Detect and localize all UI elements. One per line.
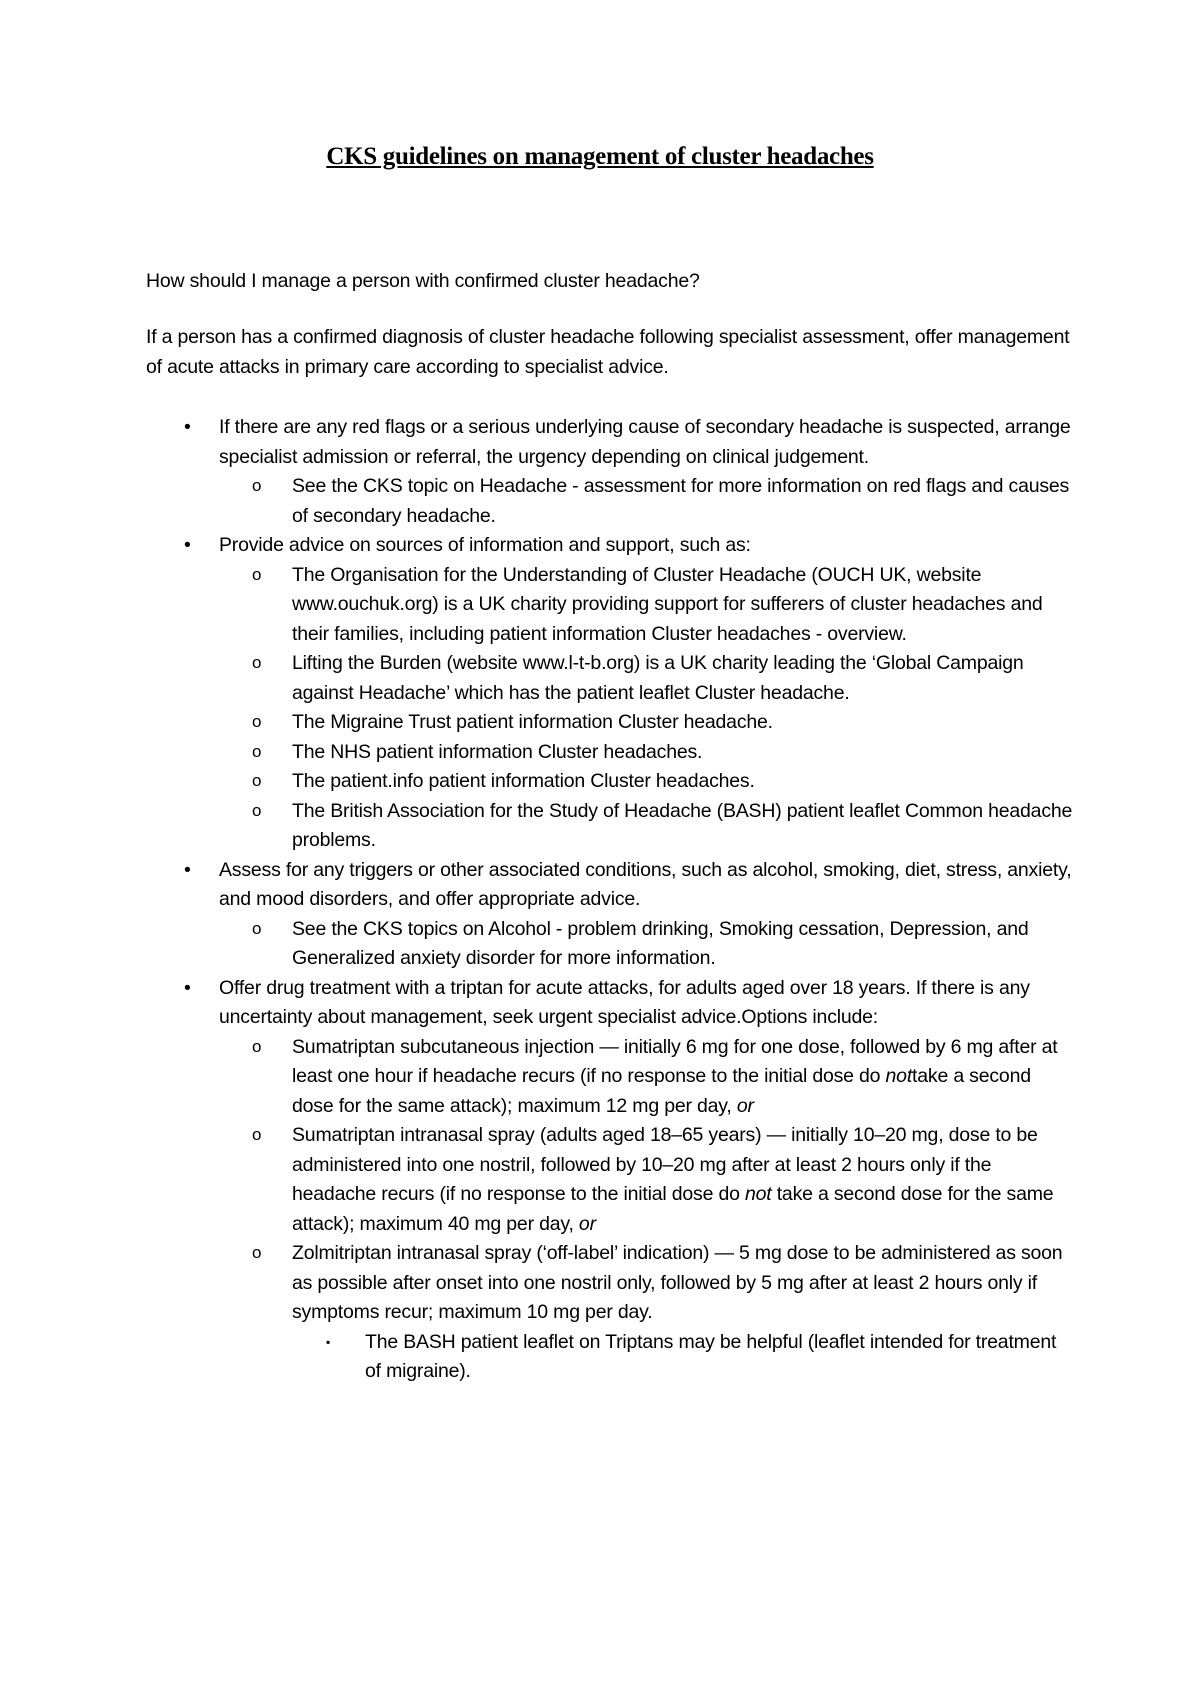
emphasis-not: not <box>744 1183 772 1205</box>
guidance-list <box>146 413 1076 1387</box>
bullet-marker: • <box>184 976 191 999</box>
sub-list-item <box>146 708 1076 738</box>
sub-list-item-text: See the CKS topic on Headache - assessment for more information on red flags and causes of secondary headache. <box>292 475 1070 527</box>
sub-bullet-marker: o <box>252 1243 262 1262</box>
list-item-text: If there are any red flags or a serious underlying cause of secondary headache is suspected, arrange specialist admission or referral, the urgency depending on clinical judgement. <box>219 416 1071 468</box>
sub-list-item-text <box>292 1036 1057 1117</box>
text-run: take a second dose for the same attack); maximum 12 mg per day, <box>292 1065 1031 1117</box>
sub-list-item <box>146 561 1076 650</box>
sub-bullet-marker: o <box>252 564 262 584</box>
bullet-marker: • <box>184 858 191 881</box>
list-item <box>146 974 1076 1387</box>
sub-list-item-text <box>292 1124 1053 1235</box>
page-title: CKS guidelines on management of cluster headaches <box>326 143 874 170</box>
sub-list-item <box>146 1121 1076 1239</box>
intro-paragraph: If a person has a confirmed diagnosis of cluster headache following specialist assessment, offer management of acute attacks in primary care according to specialist advice. <box>146 326 1070 378</box>
sub-list-item <box>146 1033 1076 1122</box>
sub-list-item <box>146 649 1076 708</box>
sub-list-item-text: Lifting the Burden (website www.l-t-b.org) is a UK charity leading the ‘Global Campaign against Headache’ which has the patient leaflet Cluster headache. <box>292 652 1024 704</box>
sub-list-item <box>146 915 1076 974</box>
emphasis-or: or <box>578 1212 596 1235</box>
sub-list-item <box>146 472 1076 531</box>
sub-sub-list-item-text: The BASH patient leaflet on Triptans may be helpful (leaflet intended for treatment of migraine). <box>365 1330 1057 1382</box>
sub-bullet-marker: o <box>252 476 262 495</box>
bullet-marker: • <box>184 534 191 556</box>
text-run: take a second dose for the same attack); maximum 40 mg per day, <box>292 1183 1054 1235</box>
list-item <box>146 413 1076 531</box>
bullet-marker: • <box>184 416 191 438</box>
sub-list-item-text: See the CKS topics on Alcohol - problem drinking, Smoking cessation, Depression, and Generalized anxiety disorder for more information. <box>292 917 1029 969</box>
sub-bullet-marker: o <box>252 1036 262 1056</box>
sub-bullet-marker: o <box>252 712 262 731</box>
sub-list-item-text: Zolmitriptan intranasal spray (‘off-label’ indication) — 5 mg dose to be administered as soon as possible after onset into one nostril only, followed by 5 mg after at least 2 hours only if symptoms recur; maximum 10 mg per day. <box>292 1242 1063 1323</box>
sub-list-item <box>146 738 1076 768</box>
sub-list-item-text: The NHS patient information Cluster headaches. <box>292 740 703 763</box>
sub-list-item <box>146 767 1076 797</box>
text-run: Sumatriptan subcutaneous injection — initially 6 mg for one dose, followed by 6 mg after at least one hour if headache recurs (if no response to the initial dose do <box>292 1035 1058 1087</box>
list-item-text: Provide advice on sources of information and support, such as: <box>219 534 751 556</box>
list-item-text: Offer drug treatment with a triptan for acute attacks, for adults aged over 18 years. If there is any uncertainty about management, seek urgent specialist advice.Options include: <box>219 976 1030 1028</box>
text-run: Sumatriptan intranasal spray (adults aged 18–65 years) — initially 10–20 mg, dose to be administered into one nostril, followed by 10–20 mg after at least 2 hours only if the headache recurs (if no response to the initial dose do <box>292 1124 1038 1205</box>
sub-list-item-text: The patient.info patient information Cluster headaches. <box>292 770 755 792</box>
sub-bullet-marker: o <box>252 918 262 938</box>
emphasis-not: not <box>885 1065 913 1087</box>
sub-bullet-marker: o <box>252 771 262 790</box>
sub-bullet-marker: o <box>252 1125 262 1144</box>
sub-sub-list-item <box>146 1328 1076 1387</box>
list-item-text: Assess for any triggers or other associated conditions, such as alcohol, smoking, diet, stress, anxiety, and mood disorders, and offer appropriate advice. <box>219 858 1072 910</box>
question-heading: How should I manage a person with confirmed cluster headache? <box>146 270 700 292</box>
sub-bullet-marker: o <box>252 741 262 761</box>
square-bullet-marker: ▪ <box>326 1334 331 1349</box>
list-item <box>146 856 1076 974</box>
emphasis-or: or <box>736 1094 754 1117</box>
sub-bullet-marker: o <box>252 800 262 820</box>
list-item <box>146 531 1076 856</box>
sub-list-item-text: The Organisation for the Understanding of Cluster Headache (OUCH UK, website www.ouchuk.org) is a UK charity providing support for sufferers of cluster headaches and their families, including patient information Cluster headaches - overview. <box>292 563 1043 645</box>
sub-list-item-text: The British Association for the Study of Headache (BASH) patient leaflet Common headache problems. <box>292 799 1073 851</box>
sub-list-item-text: The Migraine Trust patient information Cluster headache. <box>292 711 773 733</box>
sub-list-item <box>146 797 1076 856</box>
sub-bullet-marker: o <box>252 653 262 672</box>
sub-list-item <box>146 1239 1076 1387</box>
